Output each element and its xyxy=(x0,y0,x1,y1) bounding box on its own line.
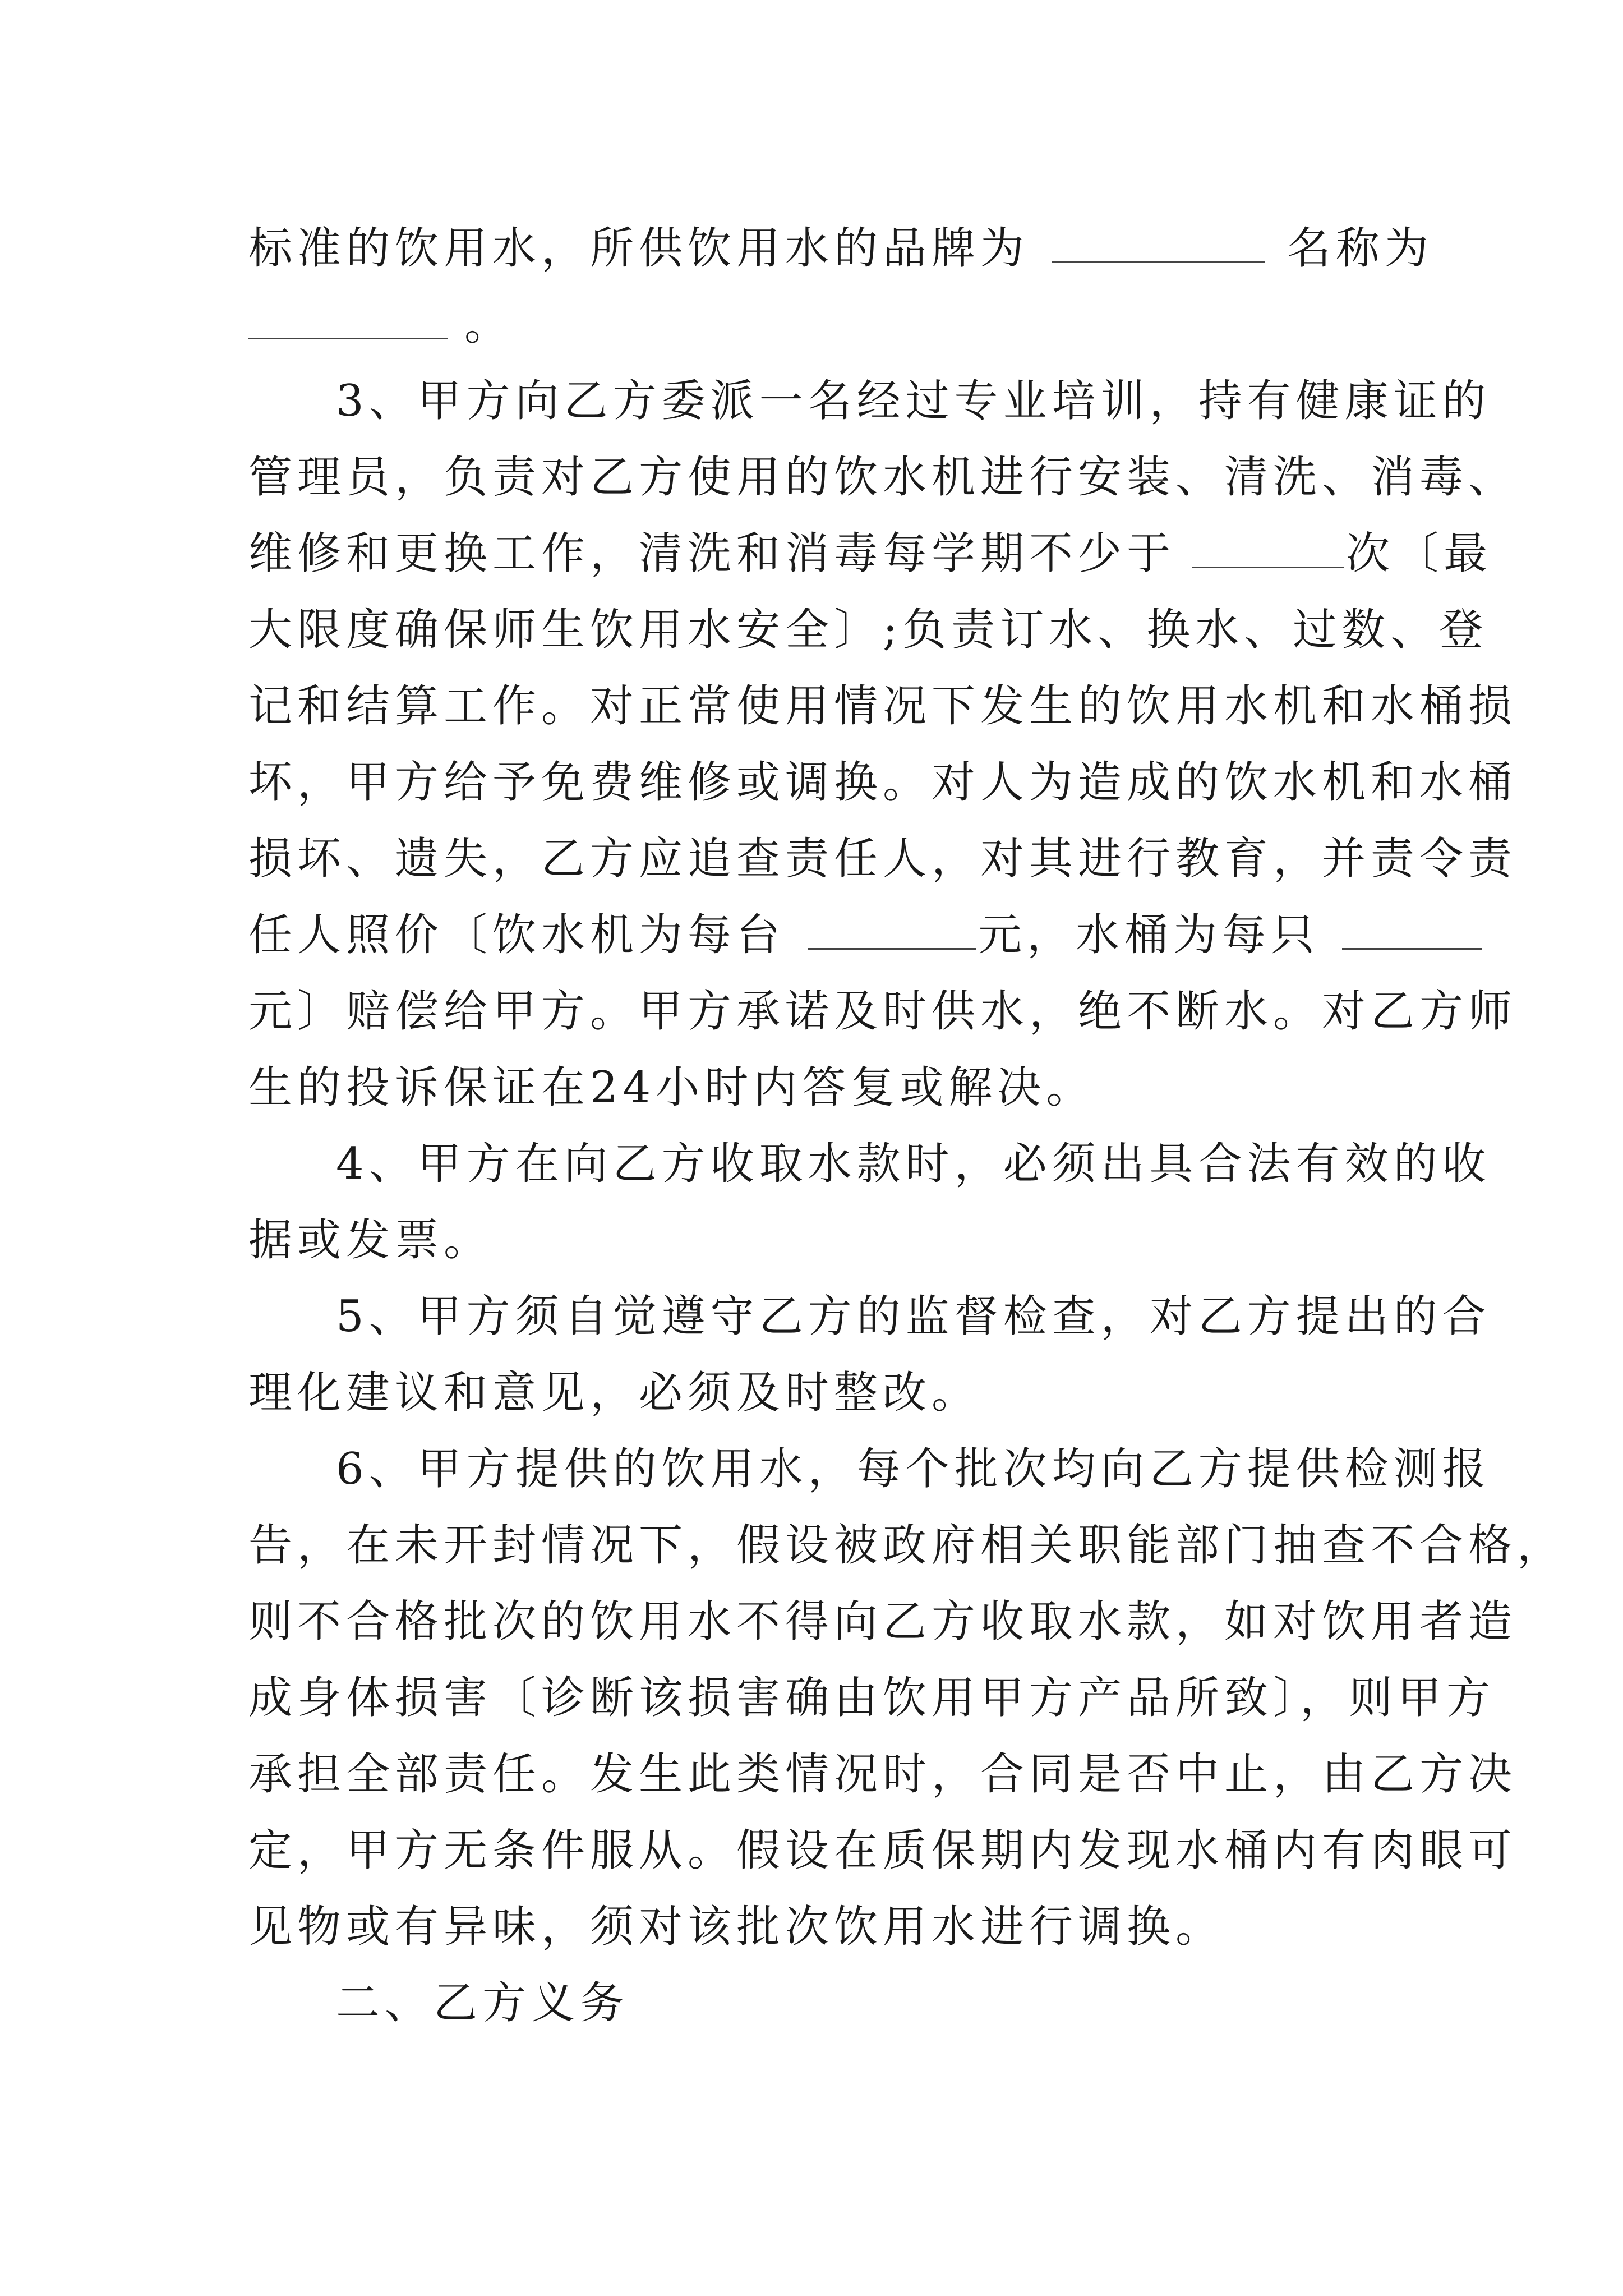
name-blank-line xyxy=(248,334,448,339)
text-segment: 。 xyxy=(464,300,514,350)
text-segment: 坏，甲方给予免费维修或调换。对人为造成的饮水机和水桶 xyxy=(248,757,1518,808)
text-segment: 任人照价〔饮水机为每台 xyxy=(248,910,786,960)
text-line xyxy=(248,973,1518,1050)
paragraph-3-start xyxy=(248,363,1491,439)
times-blank-line xyxy=(1192,563,1344,568)
text-segment: 告，在未开封情况下，假设被政府相关职能部门抽查不合格， xyxy=(248,1520,1566,1571)
document-page xyxy=(248,210,1566,2041)
text-segment: 二、乙方义务 xyxy=(336,1978,629,2028)
text-segment: 大限度确保师生饮用水安全〕;负责订水、换水、过数、登 xyxy=(248,605,1488,655)
text-line xyxy=(248,668,1518,744)
text-line xyxy=(248,1050,1393,1126)
text-line xyxy=(248,1889,1393,1965)
text-line xyxy=(248,592,1488,668)
machine-price-blank-line xyxy=(808,945,976,950)
text-line xyxy=(248,1736,1518,1812)
paragraph-4-start xyxy=(248,1126,1491,1202)
text-segment: 5、甲方须自觉遵守乙方的监督检查，对乙方提出的合 xyxy=(336,1291,1491,1342)
text-line xyxy=(248,1660,1496,1736)
text-segment: 承担全部责任。发生此类情况时，合同是否中止，由乙方决 xyxy=(248,1749,1518,1800)
text-segment: 据或发票。 xyxy=(248,1215,493,1266)
text-line xyxy=(248,210,1434,287)
brand-blank-line xyxy=(1052,258,1265,263)
text-line xyxy=(248,821,1518,897)
text-line xyxy=(248,287,1393,363)
text-segment: 元〕赔偿给甲方。甲方承诺及时供水，绝不断水。对乙方师 xyxy=(248,986,1518,1037)
text-line xyxy=(248,439,1518,516)
text-segment: 3、甲方向乙方委派一名经过专业培训，持有健康证的 xyxy=(336,376,1491,426)
text-segment: 4、甲方在向乙方收取水款时，必须出具合法有效的收 xyxy=(336,1139,1491,1189)
text-segment: 管理员，负责对乙方使用的饮水机进行安装、清洗、消毒、 xyxy=(248,452,1518,503)
text-segment: 理化建议和意见，必须及时整改。 xyxy=(248,1368,981,1418)
paragraph-6-start xyxy=(248,1431,1491,1507)
bucket-price-blank-line xyxy=(1342,945,1482,950)
text-segment: 记和结算工作。对正常使用情况下发生的饮用水机和水桶损 xyxy=(248,681,1518,731)
text-segment: 则不合格批次的饮用水不得向乙方收取水款，如对饮用者造 xyxy=(248,1596,1518,1647)
text-segment: 维修和更换工作，清洗和消毒每学期不少于 xyxy=(248,528,1176,579)
text-segment: 定，甲方无条件服从。假设在质保期内发现水桶内有肉眼可 xyxy=(248,1825,1518,1876)
text-line xyxy=(248,1812,1518,1889)
text-segment: 生的投诉保证在24小时内答复或解决。 xyxy=(248,1062,1095,1113)
text-segment: 成身体损害〔诊断该损害确由饮用甲方产品所致〕，则甲方 xyxy=(248,1673,1496,1723)
section-heading xyxy=(248,1965,1393,2041)
text-segment: 6、甲方提供的饮用水，每个批次均向乙方提供检测报 xyxy=(336,1444,1491,1494)
text-line xyxy=(248,1202,1393,1278)
text-segment: 损坏、遗失，乙方应追查责任人，对其进行教育，并责令责 xyxy=(248,834,1518,884)
text-segment: 标准的饮用水，所供饮用水的品牌为 xyxy=(248,223,1030,274)
text-line xyxy=(248,516,1493,592)
text-line xyxy=(248,1355,1393,1431)
text-segment: 见物或有异味，须对该批次饮用水进行调换。 xyxy=(248,1902,1225,1952)
text-segment: 名称为 xyxy=(1287,223,1434,274)
text-segment: 元，水桶为每只 xyxy=(978,910,1320,960)
text-line xyxy=(248,897,1393,973)
paragraph-5-start xyxy=(248,1278,1491,1355)
text-line xyxy=(248,744,1518,821)
text-segment: 次〔最 xyxy=(1346,528,1493,579)
text-line xyxy=(248,1584,1518,1660)
text-line xyxy=(248,1507,1566,1584)
